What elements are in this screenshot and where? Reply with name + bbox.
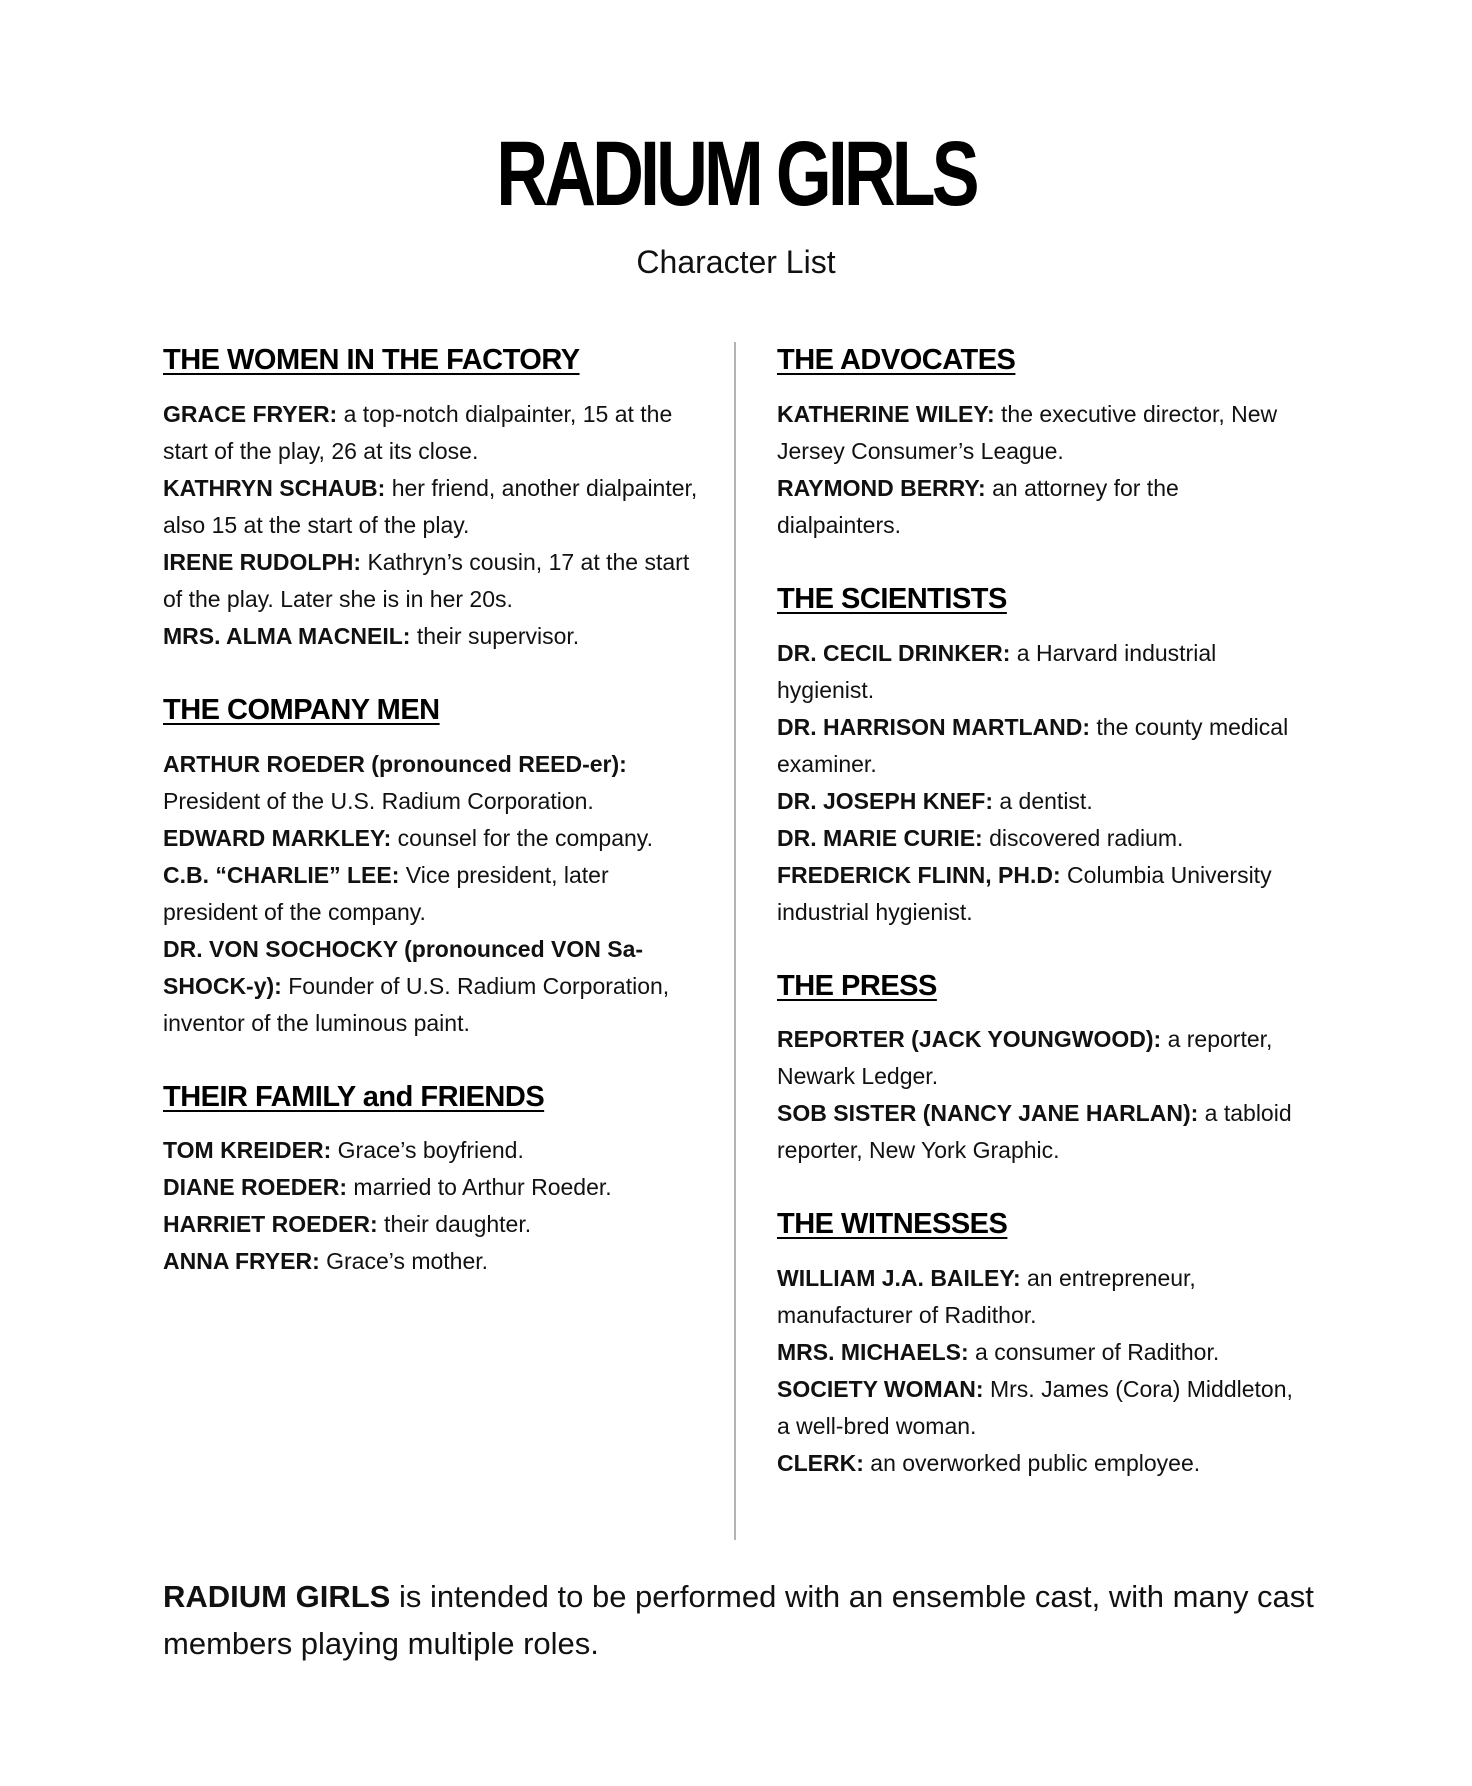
right-column xyxy=(777,343,1307,1520)
ensemble-note xyxy=(163,1573,1323,1667)
character-entry xyxy=(163,820,703,857)
page-subtitle: Character List xyxy=(636,244,836,280)
character-name: MRS. MICHAELS: xyxy=(777,1339,969,1366)
character-entry xyxy=(777,470,1307,544)
character-name: EDWARD MARKLEY: xyxy=(163,824,392,851)
ensemble-note-text: is intended to be performed with an ensemble cast, with many cast members playing multiple roles. xyxy=(163,1579,1314,1661)
character-name: RAYMOND BERRY: xyxy=(777,474,986,501)
section-women-in-factory xyxy=(163,343,703,655)
character-description: President of the U.S. Radium Corporation. xyxy=(163,787,594,814)
character-description: their daughter. xyxy=(377,1211,532,1238)
character-description: the executive director, New Jersey Consumer’s League. xyxy=(777,400,1278,464)
character-entry xyxy=(777,1021,1307,1095)
character-entry xyxy=(163,746,703,820)
character-name: REPORTER (JACK YOUNGWOOD): xyxy=(777,1026,1162,1053)
character-name: DR. VON SOCHOCKY (pronounced VON Sa-SHOCK-y): xyxy=(163,935,644,999)
character-name: GRACE FRYER: xyxy=(163,400,338,427)
character-name: DR. MARIE CURIE: xyxy=(777,824,983,851)
character-name: DR. JOSEPH KNEF: xyxy=(777,787,993,814)
section-heading: THEIR FAMILY and FRIENDS xyxy=(163,1080,545,1113)
page-title: RADIUM GIRLS xyxy=(496,123,976,225)
character-description: Mrs. James (Cora) Middleton, a well-bred woman. xyxy=(777,1376,1293,1440)
character-entry xyxy=(777,1095,1307,1169)
character-description: Grace’s boyfriend. xyxy=(331,1137,524,1164)
character-entry xyxy=(163,470,703,544)
left-column xyxy=(163,343,703,1318)
character-name: DR. CECIL DRINKER: xyxy=(777,639,1011,666)
section-press xyxy=(777,969,1307,1170)
column-divider xyxy=(734,342,736,1540)
character-description: a top-notch dialpainter, 15 at the start of the play, 26 at its close. xyxy=(163,400,673,464)
character-entry xyxy=(163,1132,703,1169)
section-heading: THE SCIENTISTS xyxy=(777,582,1007,615)
character-entry xyxy=(777,1371,1307,1445)
character-description: a consumer of Radithor. xyxy=(968,1339,1220,1366)
character-entry xyxy=(163,931,703,1042)
character-description: an overworked public employee. xyxy=(863,1450,1201,1477)
character-name: KATHRYN SCHAUB: xyxy=(163,474,386,501)
character-description: Vice president, later president of the company. xyxy=(163,861,609,925)
section-heading: THE PRESS xyxy=(777,969,937,1002)
character-name: DIANE ROEDER: xyxy=(163,1174,348,1201)
character-name: ARTHUR ROEDER (pronounced REED-er): xyxy=(163,750,627,777)
character-description: their supervisor. xyxy=(410,622,580,649)
section-heading: THE WITNESSES xyxy=(777,1208,1008,1241)
character-entry xyxy=(163,618,703,655)
character-name: MRS. ALMA MACNEIL: xyxy=(163,622,411,649)
character-entry xyxy=(163,1169,703,1206)
character-name: TOM KREIDER: xyxy=(163,1137,332,1164)
character-description: Founder of U.S. Radium Corporation, inventor of the luminous paint. xyxy=(163,972,670,1036)
character-entry xyxy=(777,1445,1307,1482)
character-description: the county medical examiner. xyxy=(777,713,1289,777)
character-entry xyxy=(777,709,1307,783)
character-description: an entrepreneur, manufacturer of Radithor. xyxy=(777,1265,1196,1329)
character-description: Columbia University industrial hygienist. xyxy=(777,861,1272,925)
character-description: an attorney for the dialpainters. xyxy=(777,474,1179,538)
character-entry xyxy=(777,635,1307,709)
character-entry xyxy=(777,820,1307,857)
character-name: SOB SISTER (NANCY JANE HARLAN): xyxy=(777,1100,1199,1127)
character-description: discovered radium. xyxy=(982,824,1184,851)
section-witnesses xyxy=(777,1207,1307,1482)
character-entry xyxy=(777,1260,1307,1334)
section-company-men xyxy=(163,693,703,1042)
character-entry xyxy=(777,396,1307,470)
character-description: Grace’s mother. xyxy=(319,1248,489,1275)
section-heading: THE ADVOCATES xyxy=(777,344,1016,376)
character-name: KATHERINE WILEY: xyxy=(777,400,995,427)
character-entry xyxy=(163,1206,703,1243)
character-entry xyxy=(777,1334,1307,1371)
character-name: CLERK: xyxy=(777,1450,864,1477)
character-name: FREDERICK FLINN, PH.D: xyxy=(777,861,1061,888)
character-entry xyxy=(163,1243,703,1280)
character-entry xyxy=(777,857,1307,931)
character-name: ANNA FRYER: xyxy=(163,1248,320,1275)
ensemble-note-title: RADIUM GIRLS xyxy=(163,1579,391,1614)
character-name: HARRIET ROEDER: xyxy=(163,1211,378,1238)
character-entry xyxy=(163,544,703,618)
section-heading: THE WOMEN IN THE FACTORY xyxy=(163,344,580,376)
character-description: married to Arthur Roeder. xyxy=(347,1174,612,1201)
character-entry xyxy=(163,396,703,470)
character-name: WILLIAM J.A. BAILEY: xyxy=(777,1265,1021,1292)
character-name: C.B. “CHARLIE” LEE: xyxy=(163,861,400,888)
character-description: a Harvard industrial hygienist. xyxy=(777,639,1217,703)
section-heading: THE COMPANY MEN xyxy=(163,693,440,726)
character-entry xyxy=(163,857,703,931)
character-description: her friend, another dialpainter, also 15 at the start of the play. xyxy=(163,474,698,538)
character-description: counsel for the company. xyxy=(391,824,653,851)
character-description: a reporter, Newark Ledger. xyxy=(777,1026,1273,1090)
character-description: a dentist. xyxy=(992,787,1093,814)
character-description: Kathryn’s cousin, 17 at the start of the play. Later she is in her 20s. xyxy=(163,548,690,612)
section-scientists xyxy=(777,582,1307,931)
character-name: IRENE RUDOLPH: xyxy=(163,548,362,575)
character-name: DR. HARRISON MARTLAND: xyxy=(777,713,1091,740)
character-name: SOCIETY WOMAN: xyxy=(777,1376,984,1403)
character-description: a tabloid reporter, New York Graphic. xyxy=(777,1100,1292,1164)
section-family-and-friends xyxy=(163,1080,703,1281)
section-advocates xyxy=(777,343,1307,544)
character-entry xyxy=(777,783,1307,820)
